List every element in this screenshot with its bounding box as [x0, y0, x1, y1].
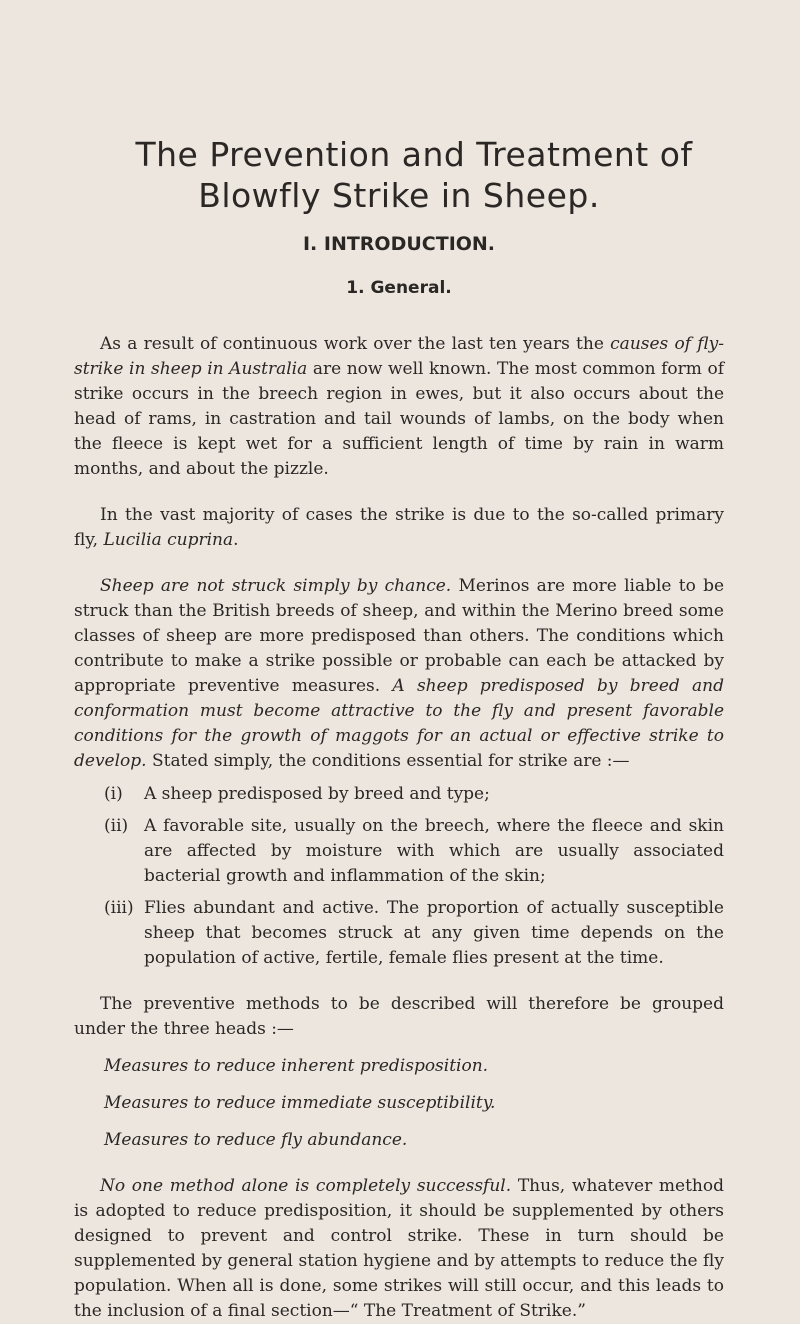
paragraph-5-rest: Thus, whatever method is adopted to reduce predisposition, it should be supplemented by others designed to prevent and control strike. These in turn should be supplemented by general station hygiene and by attempts to reduce the fly population. When all is done, some strikes will still occur, and this leads to the inclusion of a final section—“ The Treatment of Strike.” — [74, 1176, 724, 1321]
list-item-number: (i) — [104, 784, 123, 804]
list-item — [74, 782, 724, 807]
paragraph-3 — [74, 574, 724, 774]
paragraph-3-italic-2: A sheep predisposed by breed and conformation must become attractive to the fly and present favorable conditions for the growth of maggots for an actual or effective strike to develop. — [74, 676, 724, 771]
list-item: Measures to reduce immediate susceptibility. — [104, 1093, 496, 1113]
list-item-text: A favorable site, usually on the breech, where the fleece and skin are affected by moisture with which are usually associated bacterial growth and inflammation of the skin; — [144, 816, 724, 886]
conditions-list — [74, 782, 724, 971]
paragraph-2-intro: In the vast majority of cases the strike is due to the so-called primary fly, — [74, 505, 724, 550]
paragraph-2-italic: Lucilia cuprina — [103, 530, 234, 550]
document-page — [74, 135, 724, 1324]
list-item — [74, 814, 724, 889]
paragraph-3-italic-1: Sheep are not struck simply by chance. — [100, 576, 452, 596]
list-item-number: (ii) — [104, 816, 129, 836]
paragraph-1-rest: are now well known. The most common form of strike occurs in the breech region in ewes, but it also occurs about the head of rams, in castration and tail wounds of lambs, on the body when the fleece is kept wet for a sufficient length of time by rain in warm months, and about the pizzle. — [74, 359, 724, 479]
list-item — [74, 896, 724, 971]
paragraph-3-rest: Stated simply, the conditions essential for strike are :— — [146, 751, 630, 771]
list-item-number: (iii) — [104, 898, 134, 918]
heads-list — [74, 1054, 724, 1153]
list-item: Measures to reduce inherent predisposition. — [104, 1056, 489, 1076]
paragraph-1-italic: causes of fly-strike in sheep in Australia — [74, 334, 724, 379]
paragraph-2-rest: . — [233, 530, 239, 550]
list-item: Measures to reduce fly abundance. — [104, 1130, 408, 1150]
section-heading: I. INTRODUCTION. — [302, 233, 496, 255]
document-title — [74, 135, 724, 217]
paragraph-1-intro: As a result of continuous work over the last ten years the — [100, 334, 611, 354]
paragraph-5 — [74, 1174, 724, 1324]
sub-heading: 1. General. — [346, 278, 452, 298]
paragraph-1 — [74, 332, 724, 482]
title-line-2: Blowfly Strike in Sheep. — [198, 176, 600, 215]
title-line-1: The Prevention and Treatment of — [135, 135, 693, 174]
paragraph-2 — [74, 503, 724, 553]
paragraph-5-italic: No one method alone is completely successful. — [100, 1176, 512, 1196]
list-item-text: Flies abundant and active. The proportion of actually susceptible sheep that becomes struck at any given time depends on the population of active, fertile, female flies present at the time. — [144, 898, 724, 968]
paragraph-3-mid: Merinos are more liable to be struck than the British breeds of sheep, and within the Merino breed some classes of sheep are more predisposed than others. The conditions which contribute to make a strike possible or probable can each be attacked by appropriate preventive measures. — [74, 576, 725, 696]
paragraph-4: The preventive methods to be described will therefore be grouped under the three heads :— — [74, 994, 724, 1039]
list-item-text: A sheep predisposed by breed and type; — [144, 784, 490, 804]
